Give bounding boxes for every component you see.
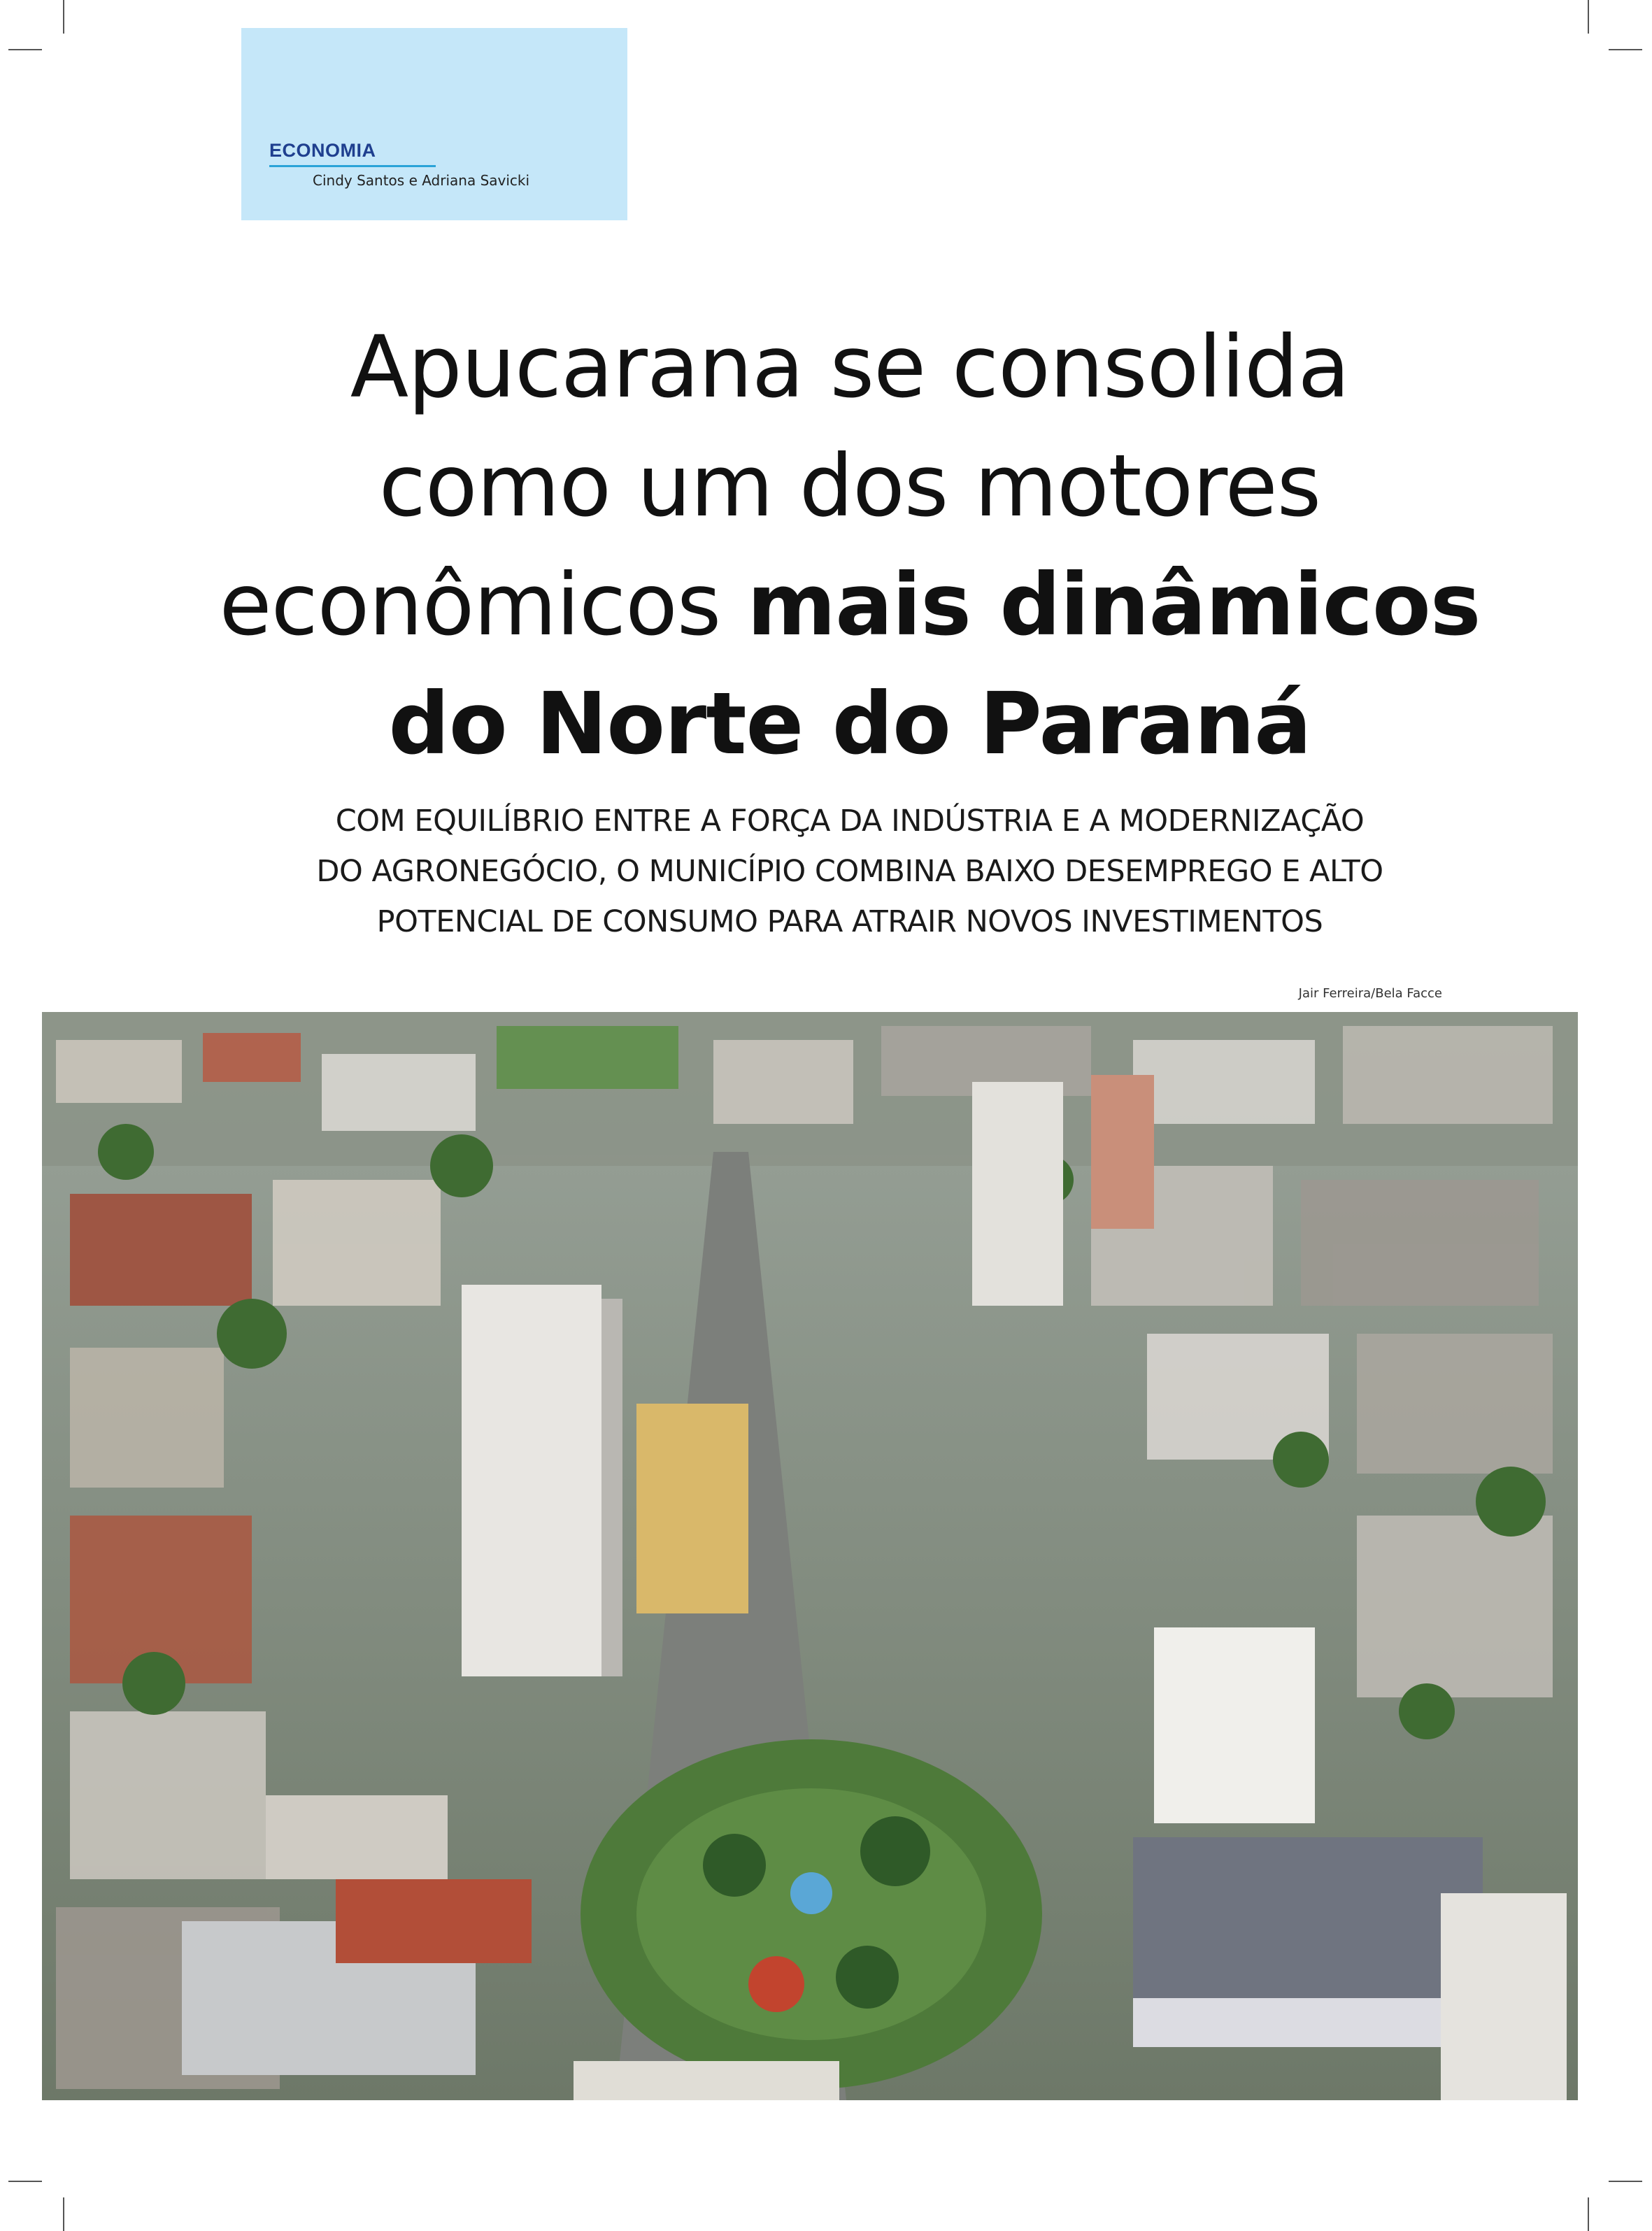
section-label: ECONOMIA [269,140,376,161]
headline-line: do Norte do Paraná [388,674,1311,774]
section-rule [269,165,436,167]
crop-mark [63,2197,64,2231]
headline-regular-part: econômicos [219,555,748,655]
crop-mark [63,0,64,34]
headline-line: como um dos motores [378,436,1321,536]
crop-mark [1609,49,1642,50]
subtitle-line: COM EQUILÍBRIO ENTRE A FORÇA DA INDÚSTRIA E A MODERNIZAÇÃO [335,804,1365,839]
subtitle-line: POTENCIAL DE CONSUMO PARA ATRAIR NOVOS INVESTIMENTOS [376,904,1323,939]
crop-mark [8,2181,42,2182]
headline-bold-part: mais dinâmicos [747,555,1481,655]
section-header [241,28,627,220]
crop-mark [8,49,42,50]
aerial-photo-illustration [42,1012,1578,2100]
authors-byline: Cindy Santos e Adriana Savicki [313,172,530,189]
photo-credit: Jair Ferreira/Bela Facce [1298,986,1442,1001]
article-headline [154,308,1546,783]
aerial-city-photo [42,1012,1578,2100]
headline-line [154,546,1546,664]
article-subtitle [210,796,1490,947]
crop-mark [1609,2181,1642,2182]
crop-mark [1588,0,1589,34]
crop-mark [1588,2197,1589,2231]
tall-building [462,1285,601,1676]
subtitle-line: DO AGRONEGÓCIO, O MUNICÍPIO COMBINA BAIXO DESEMPREGO E ALTO [316,854,1383,889]
headline-line: Apucarana se consolida [350,318,1350,417]
